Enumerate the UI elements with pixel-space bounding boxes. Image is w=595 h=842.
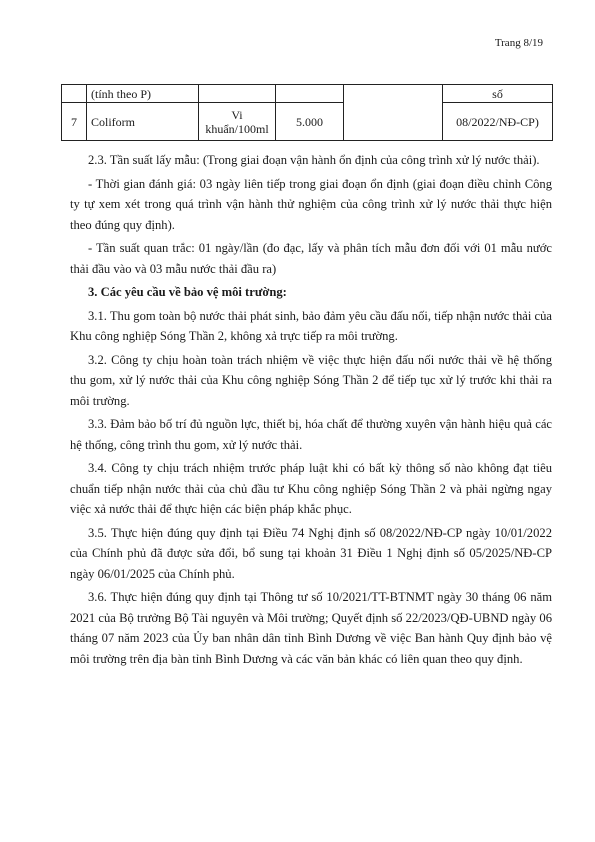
limit-value: 5.000 bbox=[276, 103, 344, 141]
page-number: Trang 8/19 bbox=[494, 37, 543, 49]
section-3-4: 3.4. Công ty chịu trách nhiệm trước pháp luật khi có bất kỳ thông số nào không đạt tiêu chuẩn tiếp nhận nước thải của chủ đầu tư Khu công nghiệp Sóng Thần 2 và phải ngừng ngay việc xả nước thải để thực hiện các biện pháp khắc phục. bbox=[70, 461, 552, 516]
section-2-3: 2.3. Tần suất lấy mẫu: (Trong giai đoạn vận hành ổn định của công trình xử lý nước thải). bbox=[88, 153, 540, 167]
parameter-name: (tính theo P) bbox=[87, 85, 199, 103]
parameter-name: Coliform bbox=[87, 103, 199, 141]
table-cell bbox=[344, 85, 443, 141]
section-3-1: 3.1. Thu gom toàn bộ nước thải phát sinh, bảo đảm yêu cầu đấu nối, tiếp nhận nước thải của Khu công nghiệp Sóng Thần 2, không xả trực tiếp ra môi trường. bbox=[70, 308, 552, 343]
row-number: 7 bbox=[62, 103, 87, 141]
evaluation-period: - Thời gian đánh giá: 03 ngày liên tiếp trong giai đoạn ổn định (giai đoạn điều chỉnh Công ty tự xem xét trong quá trình vận hành thử nghiệm của công trình xử lý nước thải thực hiện theo đúng quy định). bbox=[70, 176, 552, 232]
section-3-5: 3.5. Thực hiện đúng quy định tại Điều 74 Nghị định số 08/2022/NĐ-CP ngày 10/01/2022 của Chính phủ đã được sửa đổi, bổ sung tại khoản 31 Điều 1 Nghị định số 05/2025/NĐ-CP ngày 06/01/2025 của Chính phủ. bbox=[70, 525, 552, 581]
table-cell bbox=[62, 85, 87, 103]
reference-cell: số bbox=[443, 85, 553, 103]
unit-cell: Vi khuẩn/100ml bbox=[199, 103, 276, 141]
table-row bbox=[62, 85, 553, 103]
section-3-3: 3.3. Đảm bảo bố trí đủ nguồn lực, thiết bị, hóa chất để thường xuyên vận hành hiệu quả các hệ thống, công trình thu gom, xử lý nước thải. bbox=[70, 417, 552, 452]
reference-cell: 08/2022/NĐ-CP) bbox=[443, 103, 553, 141]
section-3-heading: 3. Các yêu cầu về bảo vệ môi trường: bbox=[88, 285, 287, 299]
parameter-table bbox=[61, 84, 552, 141]
section-3-6: 3.6. Thực hiện đúng quy định tại Thông tư số 10/2021/TT-BTNMT ngày 30 tháng 06 năm 2021 của Bộ trưởng Bộ Tài nguyên và Môi trường; Quyết định số 22/2023/QĐ-UBND ngày 06 tháng 07 năm 2023 của Ủy ban nhân dân tỉnh Bình Dương về việc Ban hành Quy định bảo vệ môi trường trên địa bàn tỉnh Bình Dương và các văn bản khác có liên quan theo quy định. bbox=[70, 590, 552, 666]
table-row bbox=[62, 103, 553, 141]
section-3-2: 3.2. Công ty chịu hoàn toàn trách nhiệm về việc thực hiện đấu nối nước thải về hệ thống thu gom, xử lý nước thải của Khu công nghiệp Sóng Thần 2 để tiếp tục xử lý trước khi thải ra môi trường. bbox=[70, 352, 552, 408]
table-cell bbox=[199, 85, 276, 103]
document-body bbox=[70, 150, 552, 672]
table-cell bbox=[276, 85, 344, 103]
monitoring-frequency: - Tần suất quan trắc: 01 ngày/lần (đo đạc, lấy và phân tích mẫu đơn đối với 01 mẫu nước thải đầu vào và 03 mẫu nước thải đầu ra) bbox=[70, 241, 552, 276]
